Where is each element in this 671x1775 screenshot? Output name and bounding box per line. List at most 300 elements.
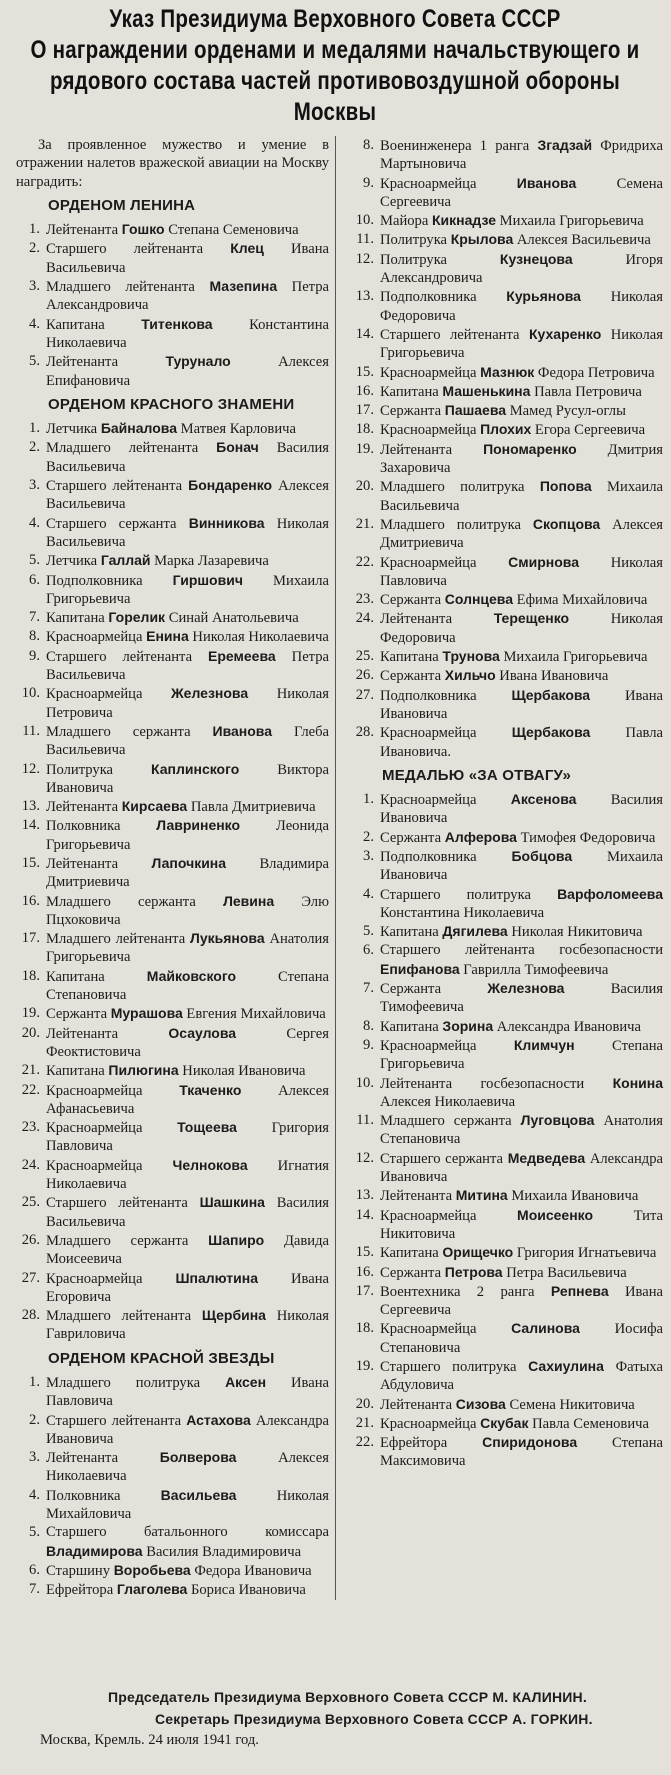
item-text (46, 929, 329, 967)
given-names: Константина Николаевича (46, 316, 330, 351)
item-text (380, 1111, 663, 1149)
item-number: 11. (356, 231, 374, 248)
item-number: 11. (356, 1112, 374, 1129)
award-list-item (10, 551, 329, 570)
item-text (46, 1193, 329, 1231)
item-text (46, 684, 329, 722)
item-number: 14. (355, 1206, 374, 1223)
item-text (46, 760, 329, 798)
surname: Медведева (507, 1149, 586, 1166)
rank-text: Сержанта (380, 403, 445, 420)
award-list-item (344, 1206, 663, 1244)
award-list-item (344, 136, 663, 174)
award-list-item (344, 287, 663, 325)
item-text (46, 647, 329, 685)
award-list-item (10, 1580, 329, 1599)
given-names: Алексея Васильевича (46, 478, 329, 513)
given-names: Николая Петровича (46, 686, 329, 721)
item-text (380, 250, 663, 288)
given-names: Семена Никитовича (505, 1396, 635, 1413)
rank-text: Старшего сержанта (46, 515, 189, 532)
section-order-red-star-part-2 (344, 136, 663, 761)
rank-text: Красноармейца (46, 1082, 180, 1099)
surname: Астахова (186, 1411, 251, 1428)
surname: Мазнюк (480, 363, 535, 380)
award-list-item (10, 797, 329, 816)
rank-text: Старшину (46, 1562, 114, 1579)
item-text (380, 1319, 663, 1357)
rank-text: Лейтенанта (380, 441, 484, 458)
item-text (380, 1243, 663, 1262)
item-number: 7. (29, 609, 40, 626)
item-text (380, 382, 663, 401)
surname: Лукьянова (190, 930, 265, 947)
rank-text: Красноармейца (46, 686, 172, 703)
surname: Дягилева (442, 923, 508, 940)
item-number: 16. (21, 892, 40, 909)
surname: Челнокова (172, 1156, 248, 1173)
surname: Иванова (212, 722, 273, 739)
item-number: 16. (355, 382, 374, 399)
item-number: 15. (355, 363, 374, 380)
given-names: Алексея Николаевича (380, 1093, 516, 1110)
item-text (380, 1357, 663, 1395)
surname: Скопцова (532, 515, 601, 532)
surname: Кузнецова (499, 250, 573, 267)
award-list-item (10, 1269, 329, 1307)
surname: Гиршович (172, 571, 243, 588)
surname: Терещенко (493, 610, 570, 627)
item-number: 10. (355, 212, 374, 229)
rank-text: Капитана (46, 610, 109, 627)
item-number: 8. (29, 628, 40, 645)
surname: Сизова (455, 1395, 506, 1412)
place-and-date: Москва, Кремль. 24 июля 1941 год. (40, 1732, 259, 1748)
item-text (46, 1081, 329, 1119)
item-text (380, 401, 663, 420)
item-text (46, 419, 329, 438)
surname: Мазепина (209, 278, 278, 295)
item-number: 20. (21, 1024, 40, 1041)
award-list-item (344, 174, 663, 212)
given-names: Павла Семеновича (528, 1415, 649, 1432)
rank-text: Полковника (46, 818, 157, 835)
given-names: Ивана Сергеевича (380, 1283, 663, 1319)
surname: Щербакова (511, 724, 591, 741)
item-number: 4. (29, 315, 40, 332)
rank-text: Красноармейца (380, 175, 517, 192)
rank-text: Лейтенанта (46, 799, 122, 816)
item-text (380, 1282, 663, 1320)
item-text (46, 1580, 329, 1599)
award-list-item (344, 401, 663, 420)
item-text (46, 1561, 329, 1580)
award-list-item (10, 277, 329, 315)
given-names: Тимофея Федоровича (516, 829, 656, 846)
item-text (380, 1433, 663, 1471)
item-text (46, 816, 329, 854)
given-names: Сергея Феоктистовича (46, 1025, 329, 1060)
rank-text: Сержанта (380, 668, 445, 685)
award-list-item (10, 684, 329, 722)
item-text (46, 608, 329, 627)
item-text (380, 922, 663, 941)
rank-text: Красноармейца (380, 725, 512, 742)
award-list-item (344, 647, 663, 666)
award-list-item (344, 1149, 663, 1187)
surname: Орищечко (442, 1244, 514, 1261)
item-number: 2. (363, 828, 374, 845)
surname: Глаголева (116, 1581, 188, 1598)
rank-text: Красноармейца (46, 1270, 176, 1287)
item-number: 18. (21, 967, 40, 984)
surname: Железнова (487, 980, 565, 997)
award-list-item (344, 609, 663, 647)
item-number: 3. (29, 1449, 40, 1466)
item-text (46, 315, 329, 353)
rank-text: Младшего сержанта (46, 1232, 209, 1249)
item-number: 20. (355, 1395, 374, 1412)
award-list-item (344, 1395, 663, 1414)
given-names: Михаила Григорьевича (46, 572, 329, 607)
given-names: Синай Анатольевича (165, 610, 299, 627)
given-names: Фатыха Абдуловича (380, 1359, 663, 1394)
surname: Хильчо (444, 667, 496, 684)
surname: Аксен (225, 1374, 267, 1390)
item-number: 24. (21, 1156, 40, 1173)
surname: Титенкова (141, 315, 213, 332)
item-number: 12. (21, 760, 40, 777)
rank-text: Капитана (46, 1063, 109, 1080)
rank-text: Красноармейца (46, 629, 147, 646)
item-text (380, 1395, 663, 1414)
rank-text: Капитана (380, 383, 443, 400)
surname: Кикнадзе (431, 212, 497, 229)
item-text (380, 1263, 663, 1282)
rank-text: Старшего лейтенанта (46, 241, 231, 258)
surname: Майковского (146, 967, 237, 984)
award-list-item (10, 220, 329, 239)
given-names: Павла Петровича (530, 383, 642, 400)
given-names: Николая Николаевича (188, 629, 329, 646)
surname: Бобцова (511, 847, 573, 864)
award-list-item (344, 686, 663, 724)
item-number: 10. (355, 1074, 374, 1091)
given-names: Алексея Епифановича (46, 354, 329, 389)
item-text (380, 666, 663, 685)
columns (10, 136, 663, 1600)
item-number: 19. (355, 440, 374, 457)
item-number: 7. (29, 1581, 40, 1598)
surname: Кирсаева (121, 798, 188, 815)
award-list-item (344, 1074, 663, 1112)
rank-text: Политрука (380, 232, 451, 249)
award-list-item (10, 1523, 329, 1561)
item-number: 26. (21, 1231, 40, 1248)
award-list-item (10, 967, 329, 1005)
award-list-item (344, 515, 663, 553)
surname: Кухаренко (529, 325, 602, 342)
item-number: 1. (29, 1374, 40, 1390)
item-number: 15. (355, 1244, 374, 1261)
given-names: Николая Гавриловича (46, 1308, 329, 1343)
item-number: 20. (355, 478, 374, 495)
surname: Мурашова (110, 1005, 183, 1022)
surname: Осаулова (168, 1024, 237, 1041)
surname: Тощеева (177, 1119, 237, 1136)
item-text (380, 1186, 663, 1205)
given-names: Павла Дмитриевича (187, 799, 316, 816)
item-number: 19. (355, 1358, 374, 1374)
item-text (46, 277, 329, 315)
right-column (335, 136, 663, 1600)
award-list-item (344, 1319, 663, 1357)
item-text (46, 220, 329, 239)
award-list-item (344, 1186, 663, 1205)
award-list-item (344, 1111, 663, 1149)
given-names: Леонида Григорьевича (46, 818, 329, 853)
given-names: Тита Никитовича (380, 1207, 664, 1242)
given-names: Ивана Павловича (46, 1375, 330, 1410)
rank-text: Младшего лейтенанта (46, 931, 191, 948)
surname: Левина (223, 892, 275, 909)
given-names: Николая Федоровича (380, 289, 663, 324)
item-text (46, 722, 329, 760)
item-text (46, 476, 329, 514)
award-list-item (344, 1036, 663, 1074)
award-list-item (344, 211, 663, 230)
rank-text: Красноармейца (380, 1207, 518, 1224)
given-names: Виктора Ивановича (46, 761, 329, 796)
award-list-item (344, 1414, 663, 1433)
award-list-item (344, 922, 663, 941)
item-number: 18. (355, 421, 374, 438)
award-list-item (344, 723, 663, 761)
item-text (380, 647, 663, 666)
award-list-item (10, 608, 329, 627)
decree-title (7, 4, 663, 128)
item-text (46, 1523, 329, 1561)
item-number: 17. (21, 930, 40, 947)
item-number: 17. (355, 402, 374, 419)
item-number: 9. (29, 647, 40, 664)
given-names: Иосифа Степановича (380, 1321, 663, 1356)
rank-text: Младшего политрука (46, 1375, 226, 1391)
item-text (46, 438, 329, 476)
rank-text: Красноармейца (46, 1120, 178, 1137)
item-number: 25. (355, 648, 374, 665)
rank-text: Сержанта (380, 592, 445, 609)
item-text (46, 1061, 329, 1080)
rank-text: Младшего лейтенанта (46, 279, 210, 296)
surname: Пономаренко (483, 440, 577, 457)
item-number: 1. (29, 420, 40, 437)
award-list-item (10, 315, 329, 353)
rank-text: Капитана (380, 649, 443, 666)
rank-text: Младшего лейтенанта (46, 440, 217, 457)
surname: Каплинского (151, 760, 240, 777)
rank-text: Сержанта (380, 981, 488, 998)
given-names: Гаврилла Тимофеевича (459, 961, 609, 978)
award-list-item (10, 1306, 329, 1344)
section-order-red-banner (10, 396, 329, 1344)
surname: Галлай (100, 552, 151, 569)
award-list-item (10, 514, 329, 552)
rank-text: Младшего лейтенанта (46, 1308, 202, 1325)
given-names: Степана Семеновича (164, 222, 299, 239)
item-text (380, 723, 663, 761)
item-text (380, 136, 663, 174)
item-text (380, 941, 663, 979)
rank-text: Лейтенанта (380, 1188, 456, 1205)
item-number: 6. (29, 1561, 40, 1578)
rank-text: Лейтенанта (380, 1396, 456, 1413)
surname: Аксенова (510, 791, 577, 808)
award-list-item (10, 419, 329, 438)
surname: Пашаева (444, 402, 507, 419)
item-number: 28. (355, 724, 374, 741)
rank-text: Старшего батальонного комиссара (46, 1524, 329, 1541)
award-list-item (10, 1486, 329, 1524)
rank-text: Лейтенанта (46, 222, 122, 239)
item-text (380, 1074, 663, 1112)
rank-text: Младшего сержанта (46, 893, 224, 910)
rank-text: Подполковника (380, 848, 512, 865)
section-heading: ОРДЕНОМ КРАСНОЙ ЗВЕЗДЫ (48, 1349, 275, 1367)
award-list-item (344, 230, 663, 249)
surname: Турунало (165, 353, 231, 370)
item-number: 13. (355, 1187, 374, 1204)
rank-text: Младшего сержанта (46, 723, 213, 740)
item-number: 5. (29, 552, 40, 569)
surname: Петрова (444, 1263, 503, 1280)
given-names: Степана Максимовича (380, 1435, 663, 1470)
given-names: Игоря Александровича (380, 251, 663, 287)
item-number: 5. (363, 923, 374, 940)
rank-text: Воентехника 2 ранга (380, 1283, 551, 1300)
given-names: Григория Игнатьевича (513, 1245, 657, 1262)
item-number: 9. (363, 174, 374, 191)
rank-text: Лейтенанта (46, 855, 152, 872)
rank-text: Старшего политрука (380, 1359, 529, 1375)
item-text (380, 420, 663, 439)
surname: Попова (539, 478, 592, 495)
item-text (380, 790, 663, 828)
item-text (46, 551, 329, 570)
surname: Климчун (513, 1036, 575, 1053)
surname: Щербина (201, 1307, 266, 1324)
item-number: 18. (355, 1320, 374, 1337)
award-list-item (10, 1231, 329, 1269)
item-text (380, 609, 663, 647)
item-text (380, 553, 663, 591)
award-list-item (10, 647, 329, 685)
item-number: 22. (355, 1434, 374, 1451)
title-line-1: Указ Президиума Верховного Совета СССР (109, 5, 561, 33)
item-text (46, 1118, 329, 1156)
rank-text: Политрука (380, 251, 500, 268)
surname: Щербакова (511, 686, 591, 703)
given-names: Владимира Дмитриевича (46, 855, 329, 891)
given-names: Мамед Русул-оглы (506, 403, 626, 420)
item-text (380, 885, 663, 923)
item-text (46, 352, 329, 390)
item-number: 12. (355, 1149, 374, 1166)
given-names: Анатолия Григорьевича (46, 931, 329, 966)
surname: Горелик (108, 609, 166, 626)
rank-text: Старшего сержанта (380, 1150, 508, 1167)
surname: Машенькина (442, 382, 531, 399)
rank-text: Политрука (46, 761, 152, 778)
item-text (46, 514, 329, 552)
given-names: Николая Федоровича (380, 611, 663, 646)
given-names: Ивана Ивановича (495, 668, 609, 685)
item-text (380, 440, 663, 478)
award-list-item (344, 1433, 663, 1471)
item-number: 9. (363, 1036, 374, 1053)
item-number: 19. (21, 1005, 40, 1022)
rank-text: Старшего лейтенанта (46, 1412, 187, 1429)
surname: Владимирова (46, 1542, 143, 1559)
title-line-2: О награждении орденами и медалями начальствующего и (30, 36, 640, 64)
intro-paragraph: За проявленное мужество и умение в отражении налетов вражеской авиации на Москву наградить: (16, 137, 329, 190)
surname: Згадзай (537, 137, 593, 153)
rank-text: Сержанта (46, 1006, 111, 1023)
item-text (380, 1036, 663, 1074)
item-number: 22. (355, 553, 374, 570)
given-names: Степана Степановича (46, 968, 330, 1004)
rank-text: Ефрейтора (380, 1435, 483, 1452)
surname: Крылова (450, 231, 514, 248)
award-list-item (10, 571, 329, 609)
rank-text: Лейтенанта госбезопасности (380, 1075, 613, 1092)
award-list-item (344, 1357, 663, 1395)
award-list-item (10, 1061, 329, 1080)
award-list-item (10, 1004, 329, 1023)
rank-text: Младшего политрука (380, 516, 533, 533)
given-names: Михаила Григорьевича (496, 213, 644, 230)
item-text (380, 979, 663, 1017)
section-heading: ОРДЕНОМ ЛЕНИНА (48, 196, 196, 214)
given-names: Петра Васильевича (502, 1264, 627, 1281)
given-names: Ивана Ивановича (380, 687, 663, 722)
item-text (380, 1149, 663, 1187)
given-names: Николая Павловича (380, 554, 663, 589)
item-number: 14. (21, 817, 40, 834)
given-names: Алексея Дмитриевича (380, 516, 663, 552)
item-text (46, 967, 329, 1005)
rank-text: Капитана (380, 1018, 443, 1035)
rank-text: Красноармейца (380, 554, 509, 571)
surname: Шпалютина (175, 1269, 258, 1286)
rank-text: Младшего сержанта (380, 1113, 521, 1130)
rank-text: Капитана (380, 924, 443, 941)
given-names: Дмитрия Захаровича (380, 441, 663, 477)
award-list-item (344, 477, 663, 515)
rank-text: Красноармейца (380, 1037, 514, 1054)
award-list-item (344, 250, 663, 288)
item-text (46, 627, 329, 646)
award-list-item (344, 828, 663, 847)
given-names: Глеба Васильевича (46, 723, 329, 759)
award-list-item (344, 1017, 663, 1036)
section-order-lenin (10, 197, 329, 390)
item-number: 8. (363, 137, 374, 153)
rank-text: Лейтенанта (46, 354, 166, 371)
surname: Лапочкина (151, 854, 227, 871)
section-order-red-star-part-1 (10, 1350, 329, 1600)
surname: Смирнова (508, 553, 580, 570)
